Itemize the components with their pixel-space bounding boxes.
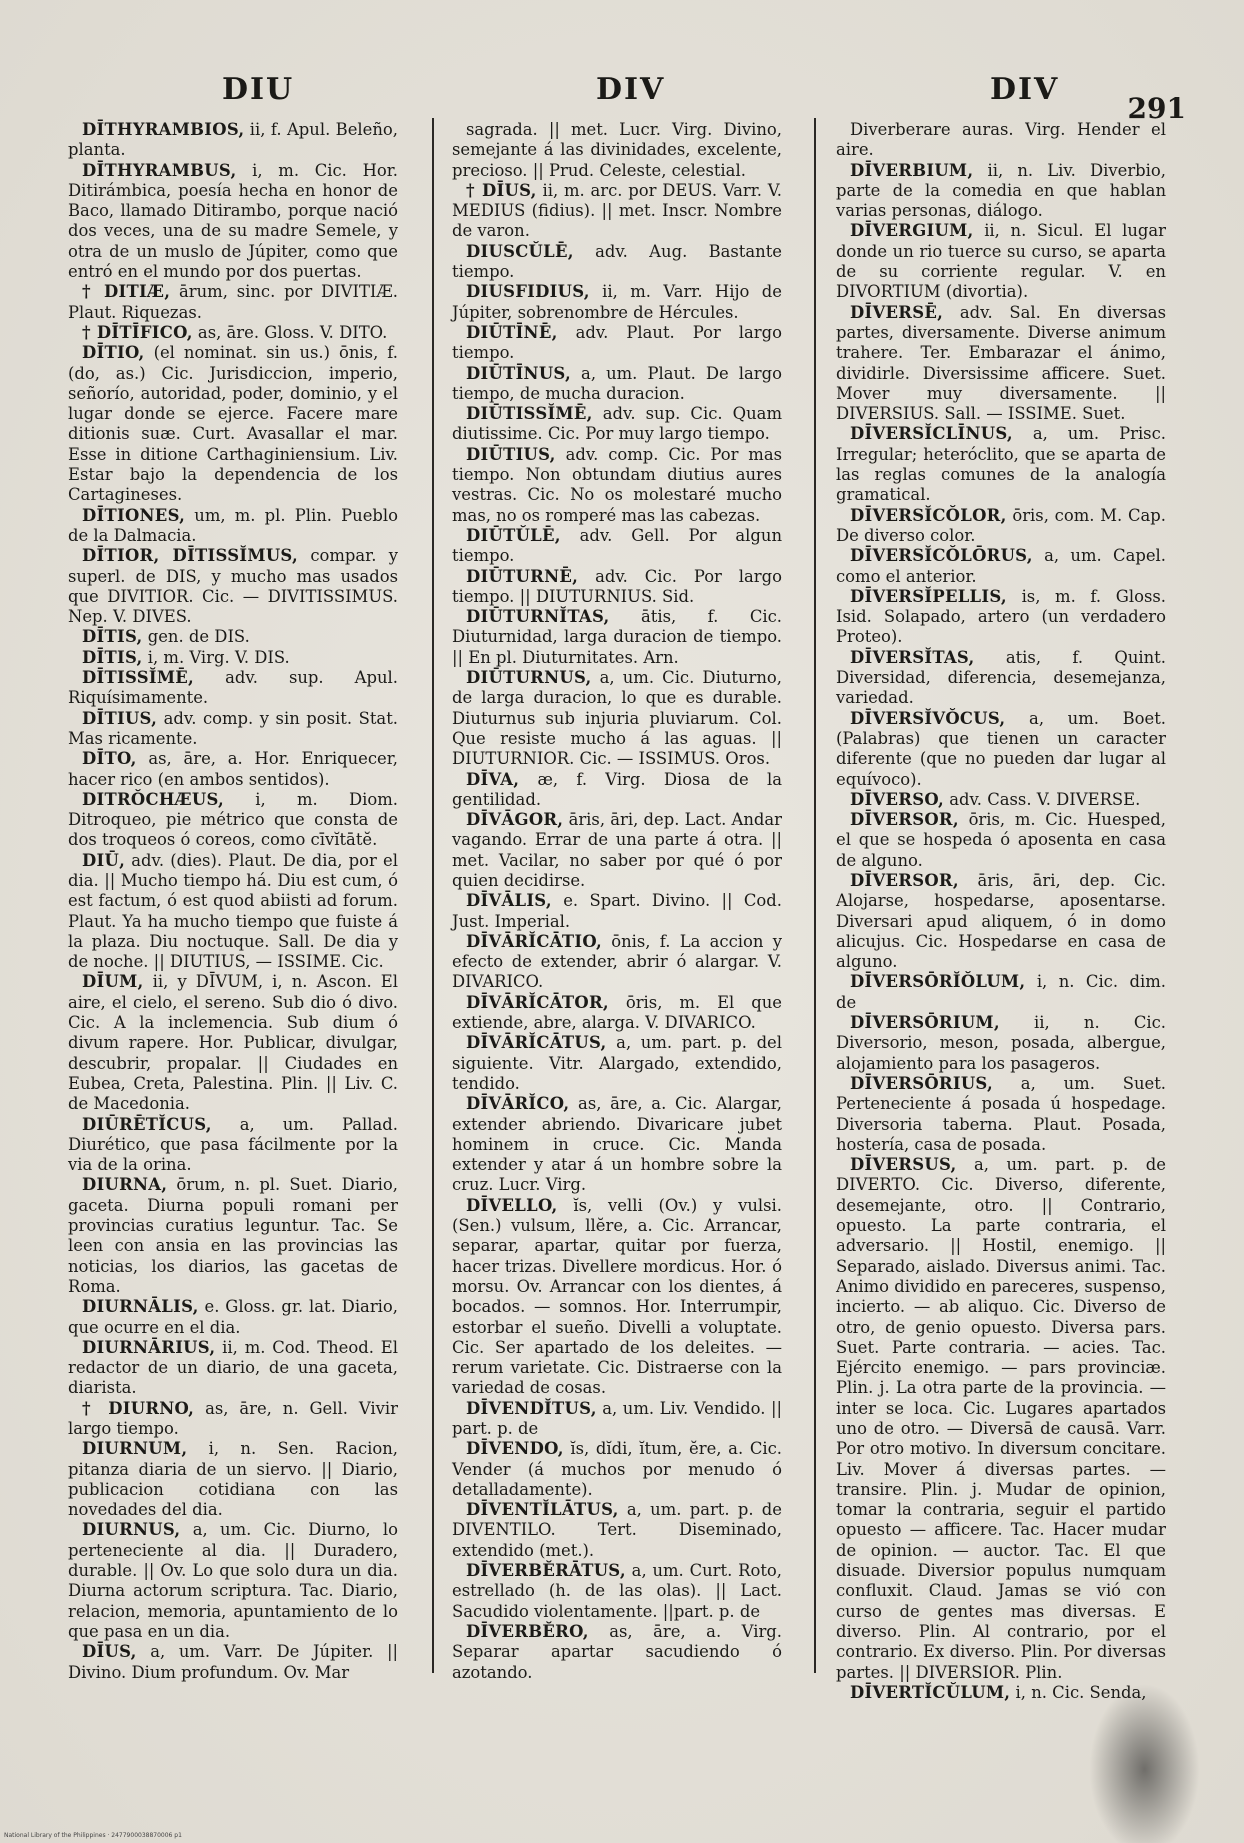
entry-headword: DIURNUM,	[82, 1439, 188, 1459]
column-3	[836, 120, 1166, 1703]
page-number: 291	[1127, 92, 1186, 125]
entry-headword: DĪVELLO,	[466, 1195, 558, 1215]
entry-headword: DĪTIUS,	[82, 708, 158, 728]
entry-definition: (el nominat. sin us.) ōnis, f. (do, as.) Cic. Jurisdiccion, imperio, señorío, autoridad, poder, dominio, y el lugar donde se ejerce. Facere mare ditionis suæ. Curt. Avasallar el mar. Esse in ditione Carthaginiensium. Liv. Estar bajo la dependencia de los Cartagineses.	[68, 343, 398, 505]
entry-definition: i, n. Cic. Senda,	[1015, 1682, 1147, 1702]
entry-headword: DĪVERTĬCŬLUM,	[850, 1682, 1011, 1702]
dictionary-entry	[452, 567, 782, 608]
dictionary-entry	[452, 770, 782, 811]
dictionary-entry	[452, 1561, 782, 1622]
entry-definition: as, āre, a. Hor. Enriquecer, hacer rico (en ambos sentidos).	[68, 749, 399, 789]
entry-headword: DĪVERSĬTAS,	[850, 647, 975, 667]
entry-definition: ĭs, dĭdi, ĭtum, ĕre, a. Cic. Vender (á muchos por menudo ó detalladamente).	[452, 1439, 782, 1499]
entry-headword: DĪVERSUS,	[850, 1155, 957, 1175]
entry-headword: DĪVENTĬLĀTUS,	[466, 1500, 619, 1520]
entry-headword: DĪTIONES,	[82, 505, 186, 525]
entry-headword: DĪTIS,	[82, 627, 143, 647]
entry-definition: as, āre, a. Cic. Alargar, extender abriendo. Divaricare jubet hominem in cruce. Cic. Manda extender y atar á un hombre sobre la cruz. Lucr. Virg.	[452, 1094, 782, 1195]
dictionary-entry	[68, 648, 398, 668]
dictionary-entry	[68, 1297, 398, 1338]
dictionary-entry	[452, 993, 782, 1034]
entry-definition: a, um. part. p. de DIVENTILO. Tert. Diseminado, extendido (met.).	[452, 1500, 782, 1560]
entry-headword: † DĪTĪFICO,	[82, 322, 193, 342]
entry-headword: DĪVĀRĬCĀTOR,	[466, 992, 609, 1012]
entry-headword: DĪVERSŌRĬŎLUM,	[850, 972, 1026, 992]
entry-definition: ii, y DĪVUM, i, n. Ascon. El aire, el cielo, el sereno. Sub dio ó divo. Cic. A la inclemencia. Sub dium ó divum rapere. Hor. Publicar, divulgar, descubrir, propalar. || Ciudades en Eubea, Creta, Palestina. Plin. || Liv. C. de Macedonia.	[68, 972, 398, 1114]
entry-headword: DIŪTŬLĒ,	[466, 525, 561, 545]
entry-headword: DĪVERBIUM,	[850, 160, 974, 180]
entry-headword: DĪVERSĬPELLIS,	[850, 586, 1007, 606]
dictionary-entry	[452, 323, 782, 364]
entry-headword: DĪVERBĔRĀTUS,	[466, 1561, 626, 1581]
entry-definition: e. Spart. Divino. || Cod. Just. Imperial.	[452, 891, 782, 931]
entry-definition: a, um. Varr. De Júpiter. || Divino. Dium profundum. Ov. Mar	[68, 1642, 398, 1682]
running-head-right: DIV	[990, 72, 1060, 107]
entry-headword: DĪUS,	[82, 1642, 137, 1662]
dictionary-entry	[452, 1094, 782, 1195]
entry-definition: ii, m. Cod. Theod. El redactor de un diario, de una gaceta, diarista.	[68, 1337, 398, 1398]
entry-headword: DĪVERSĒ,	[850, 302, 944, 322]
entry-definition: adv. sup. Cic. Quam diutissime. Cic. Por muy largo tiempo.	[452, 404, 782, 444]
dictionary-entry	[836, 972, 1166, 1013]
entry-definition: āris, āri, dep. Lact. Andar vagando. Errar de una parte á otra. || met. Vacilar, no saber por qué ó por quien decidirse.	[452, 810, 783, 890]
dictionary-entry	[836, 161, 1166, 222]
entry-headword: DĪVERSOR,	[850, 810, 959, 830]
dictionary-entry	[452, 1033, 782, 1094]
entry-headword: DIŪTURNUS,	[466, 668, 592, 688]
entry-definition: Diverberare auras. Virg. Hender el aire.	[836, 120, 1166, 160]
dictionary-entry	[452, 1439, 782, 1500]
entry-headword: DIURNA,	[82, 1175, 168, 1195]
entry-headword: DIŪRĒTĬCUS,	[82, 1114, 212, 1134]
entry-definition: adv. (dies). Plaut. De dia, por el dia. || Mucho tiempo há. Diu est cum, ó est factum, ó est quod abiisti ad forum. Plaut. Ya ha mucho tiempo que fuiste á la plaza. Diu noctuque. Sall. De dia y de noche. || DIUTIUS, — ISSIME. Cic.	[68, 850, 398, 972]
entry-definition: ōnis, f. La accion y efecto de extender, abrir ó alargar. V. DIVARICO.	[452, 931, 782, 992]
column-rule-left	[432, 118, 434, 1673]
entry-headword: † DĪUS,	[466, 180, 537, 200]
entry-definition: a, um. Plaut. De largo tiempo, de mucha duracion.	[452, 363, 782, 403]
entry-headword: DĪTO,	[82, 749, 137, 769]
dictionary-entry	[452, 404, 782, 445]
entry-definition: compar. y superl. de DIS, y mucho mas usados que DIVITIOR. Cic. — DIVITISSIMUS. Nep. V. DIVES.	[68, 546, 398, 627]
entry-definition: adv. Cass. V. DIVERSE.	[949, 789, 1141, 809]
dictionary-entry	[452, 120, 782, 181]
entry-definition: ōrum, n. pl. Suet. Diario, gaceta. Diurna populi romani per provincias curatius leguntur. Tac. Se leen con ansia en las provincias las noticias, los diarios, las gacetas de Roma.	[68, 1175, 398, 1296]
dictionary-entry	[836, 1074, 1166, 1155]
dictionary-entry	[836, 303, 1166, 425]
entry-headword: DĪVĀRĬCO,	[466, 1094, 570, 1114]
dictionary-entry	[452, 1399, 782, 1440]
dictionary-entry	[836, 546, 1166, 587]
dictionary-entry	[836, 1155, 1166, 1683]
entry-definition: adv. Aug. Bastante tiempo.	[452, 241, 783, 282]
dictionary-entry	[452, 1196, 782, 1399]
entry-headword: † DIURNO,	[82, 1398, 195, 1418]
running-head-center: DIV	[596, 72, 666, 107]
entry-headword: DĪVENDO,	[466, 1439, 564, 1459]
entry-headword: DIŪTISSĬMĒ,	[466, 404, 593, 424]
dictionary-entry	[836, 790, 1166, 810]
entry-definition: adv. Cic. Por largo tiempo. || DIUTURNIUS. Sid.	[452, 566, 782, 606]
entry-definition: a, um. Boet. (Palabras) que tienen un caracter diferente (que no pueden dar lugar al equívoco).	[836, 708, 1166, 789]
entry-definition: ii, m. arc. por DEUS. Varr. V. MEDIUS (fidius). || met. Inscr. Nombre de varon.	[452, 180, 782, 241]
entry-headword: DITRŎCHÆUS,	[82, 789, 225, 809]
entry-definition: a, um. Curt. Roto, estrellado (h. de las olas). || Lact. Sacudido violentamente. ||part. p. de	[452, 1561, 782, 1621]
entry-definition: ii, n. Sicul. El lugar donde un rio tuerce su curso, se aparta de su corriente regular. V. en DIVORTIUM (divortia).	[836, 221, 1166, 302]
entry-definition: adv. comp. y sin posit. Stat. Mas ricamente.	[68, 708, 398, 748]
dictionary-entry	[836, 810, 1166, 871]
dictionary-entry	[452, 282, 782, 323]
entry-definition: ātis, f. Cic. Diuturnidad, larga duracion de tiempo. || En pl. Diuturnitates. Arn.	[452, 607, 782, 667]
entry-headword: DĪUM,	[82, 972, 144, 992]
dictionary-entry	[68, 120, 398, 161]
dictionary-entry	[452, 445, 782, 526]
entry-definition: adv. sup. Apul. Riquísimamente.	[68, 668, 398, 708]
entry-definition: ii, f. Apul. Beleño, planta.	[68, 120, 398, 160]
dictionary-entry	[452, 1622, 782, 1683]
entry-headword: DĪTISSĬMĒ,	[82, 668, 195, 688]
entry-definition: i, m. Diom. Ditroqueo, pie métrico que consta de dos troqueos ó coreos, como cīvĭtātĕ.	[68, 789, 398, 850]
entry-definition: ōris, m. El que extiende, abre, alarga. V. DIVARICO.	[452, 992, 782, 1033]
dictionary-entry	[68, 972, 398, 1114]
dictionary-entry	[68, 282, 398, 323]
entry-headword: DĪVERSĬCŎLOR,	[850, 505, 1007, 525]
entry-definition: æ, f. Virg. Diosa de la gentilidad.	[452, 769, 782, 809]
entry-definition: a, um. Pallad. Diurético, que pasa fácilmente por la via de la orina.	[68, 1114, 399, 1175]
dictionary-entry	[68, 627, 398, 647]
entry-definition: a, um. Capel. como el anterior.	[836, 546, 1166, 586]
entry-headword: DĪVA,	[466, 769, 520, 789]
entry-headword: DIURNUS,	[82, 1520, 181, 1540]
entry-definition: i, n. Cic. dim. de	[836, 972, 1166, 1012]
entry-headword: DĪVĀGOR,	[466, 810, 564, 830]
dictionary-entry	[836, 120, 1166, 161]
entry-definition: as, āre. Gloss. V. DITO.	[197, 322, 388, 342]
entry-definition: a, um. Cic. Diuturno, de larga duracion, lo que es durable. Diuturnus sub injuria pluviarum. Col. Que resiste mucho á las aguas. || DIUTURNIOR. Cic. — ISSIMUS. Oros.	[452, 668, 782, 769]
entry-definition: ii, n. Cic. Diversorio, meson, posada, albergue, alojamiento para los pasageros.	[836, 1013, 1166, 1073]
entry-definition: adv. Gell. Por algun tiempo.	[452, 525, 782, 566]
entry-headword: DĪVERSĬCLĪNUS,	[850, 424, 1013, 444]
dictionary-entry	[452, 364, 782, 405]
entry-definition: a, um. part. p. de DIVERTO. Cic. Diverso, diferente, desemejante, otro. || Contrario, opuesto. La parte contraria, el adversario. || Hostil, enemigo. || Separado, aislado. Diversus animi. Tac. Animo dividido en pareceres, suspenso, incierto. — ab aliquo. Cic. Diverso de otro, de genio opuesto. Diversa pars. Suet. Parte contraria. — acies. Tac. Ejército enemigo. — pars provinciæ. Plin. j. La otra parte de la provincia. — inter se loca. Cic. Lugares apartados uno de otro. — Diversā de causā. Varr. Por otro motivo. In diversum concitare. Liv. Mover á diversas partes. — transire. Plin. j. Mudar de opinion, tomar la contraria, seguir el partido opuesto — afficere. Tac. Hacer mudar de opinion. — auctor. Tac. El que disuade. Diversior populus numquam confluxit. Claud. Jamas se vió con curso de gentes mas diversas. E diverso. Plin. Al contrario, por el contrario. Ex diverso. Plin. Por diversas partes. || DIVERSIOR. Plin.	[836, 1155, 1166, 1682]
entry-headword: DĪVERSOR,	[850, 870, 959, 890]
entry-definition: adv. Plaut. Por largo tiempo.	[452, 322, 782, 363]
entry-headword: DĪVERBĔRO,	[466, 1621, 589, 1641]
dictionary-entry	[836, 424, 1166, 505]
entry-definition: ĭs, velli (Ov.) y vulsi. (Sen.) vulsum, llĕre, a. Cic. Arrancar, separar, apartar, quitar por fuerza, hacer trizas. Divellere mordicus. Hor. ó morsu. Ov. Arrancar con los dientes, á bocados. — somnos. Hor. Interrumpir, estorbar el sueño. Divelli a voluptate. Cic. Ser apartado de los deleites. — rerum varietate. Cic. Distraerse con la variedad de cosas.	[452, 1195, 782, 1398]
entry-definition: ii, n. Liv. Diverbio, parte de la comedia en que hablan varias personas, diálogo.	[836, 160, 1166, 221]
dictionary-entry	[836, 871, 1166, 972]
entry-definition: a, um. part. p. del siguiente. Vitr. Alargado, extendido, tendido.	[452, 1033, 782, 1093]
entry-headword: DĪVERSŌRIUS,	[850, 1073, 993, 1093]
entry-headword: DĪTIOR, DĪTISSĬMUS,	[82, 546, 298, 566]
entry-headword: DĪTIO,	[82, 343, 145, 363]
entry-headword: DIŪTURNĒ,	[466, 566, 579, 586]
dictionary-entry	[452, 668, 782, 769]
entry-definition: um, m. pl. Plin. Pueblo de la Dalmacia.	[68, 505, 398, 545]
dictionary-entry	[68, 546, 398, 627]
entry-headword: DĪVENDĬTUS,	[466, 1398, 597, 1418]
entry-headword: DĪVĀLIS,	[466, 891, 552, 911]
entry-definition: as, āre, a. Virg. Separar apartar sacudiendo ó azotando.	[452, 1621, 782, 1682]
dictionary-entry	[68, 1642, 398, 1683]
column-1	[68, 120, 398, 1683]
entry-headword: DIŪTURNĬTAS,	[466, 607, 610, 627]
dictionary-entry	[452, 810, 782, 891]
dictionary-entry	[836, 648, 1166, 709]
dictionary-entry	[68, 1115, 398, 1176]
column-2	[452, 120, 782, 1683]
dictionary-entry	[836, 221, 1166, 302]
dictionary-entry	[68, 1399, 398, 1440]
entry-definition: a, um. Prisc. Irregular; heteróclito, que se aparta de las reglas comunes de la analogía gramatical.	[836, 424, 1166, 505]
scan-footer: National Library of the Philippines · 2477900038870006 p1	[4, 1832, 182, 1839]
entry-headword: DIŪTIUS,	[466, 444, 556, 464]
entry-headword: DĪTIS,	[82, 647, 143, 667]
dictionary-entry	[68, 851, 398, 973]
entry-definition: adv. comp. Cic. Por mas tiempo. Non obtundam diutius aures vestras. Cic. No os molestaré mucho mas, no os romperé mas las cabezas.	[452, 444, 782, 525]
entry-definition: as, āre, n. Gell. Vivir largo tiempo.	[68, 1398, 398, 1438]
entry-definition: i, n. Sen. Racion, pitanza diaria de un siervo. || Diario, publicacion cotidiana con las novedades del dia.	[68, 1439, 398, 1520]
dictionary-entry	[836, 1013, 1166, 1074]
entry-definition: ōris, m. Cic. Huesped, el que se hospeda ó aposenta en casa de alguno.	[836, 810, 1166, 870]
dictionary-entry	[836, 587, 1166, 648]
dictionary-entry	[452, 242, 782, 283]
dictionary-entry	[68, 161, 398, 283]
dictionary-entry	[68, 323, 398, 343]
entry-headword: DĪVERSO,	[850, 789, 944, 809]
entry-definition: i, m. Cic. Hor. Ditirámbica, poesía hecha en honor de Baco, llamado Ditirambo, porque nació dos veces, una de su madre Semele, y otra de un muslo de Júpiter, como que entró en el mundo por dos puertas.	[68, 160, 398, 282]
entry-headword: DIUSFIDIUS,	[466, 282, 590, 302]
dictionary-entry	[68, 1520, 398, 1642]
dictionary-entry	[68, 709, 398, 750]
entry-definition: atis, f. Quint. Diversidad, diferencia, desemejanza, variedad.	[836, 647, 1166, 708]
entry-definition: ii, m. Varr. Hijo de Júpiter, sobrenombre de Hércules.	[452, 282, 782, 322]
entry-headword: DIŪTĪNUS,	[466, 363, 571, 383]
entry-definition: adv. Sal. En diversas partes, diversamente. Diverse animum trahere. Ter. Embarazar el ánimo, dividirle. Diversissime afficere. Suet. Mover muy diversamente. || DIVERSIUS. Sall. — ISSIME. Suet.	[836, 302, 1166, 424]
entry-definition: e. Gloss. gr. lat. Diario, que ocurre en el dia.	[68, 1297, 398, 1337]
entry-definition: āris, āri, dep. Cic. Alojarse, hospedarse, aposentarse. Diversari apud aliquem, ó in domo alicujus. Cic. Hospedarse en casa de alguno.	[836, 870, 1166, 972]
entry-headword: DIUSCŬLĒ,	[466, 241, 574, 261]
entry-headword: DIURNĀRIUS,	[82, 1337, 216, 1357]
entry-definition: gen. de DIS.	[147, 627, 250, 647]
dictionary-entry	[452, 1500, 782, 1561]
entry-headword: DĪVERSĬVŎCUS,	[850, 708, 1006, 728]
dictionary-entry	[68, 506, 398, 547]
dictionary-entry	[68, 749, 398, 790]
entry-definition: a, um. Liv. Vendido. || part. p. de	[452, 1398, 782, 1438]
dictionary-entry	[68, 668, 398, 709]
entry-definition: i, m. Virg. V. DIS.	[147, 647, 290, 667]
entry-definition: ārum, sinc. por DIVITIÆ. Plaut. Riquezas.	[68, 282, 398, 322]
dictionary-entry	[452, 607, 782, 668]
entry-definition: ōris, com. M. Cap. De diverso color.	[836, 505, 1166, 545]
dictionary-entry	[452, 932, 782, 993]
dictionary-entry	[68, 790, 398, 851]
entry-headword: DĪTHYRAMBIOS,	[82, 120, 245, 139]
dictionary-entry	[836, 709, 1166, 790]
entry-headword: DĪVĀRĬCĀTIO,	[466, 931, 602, 951]
entry-headword: DĪVERSĬCŎLŌRUS,	[850, 546, 1033, 566]
dictionary-entry	[452, 181, 782, 242]
entry-headword: DĪVERSŌRIUM,	[850, 1013, 1000, 1033]
dictionary-entry	[836, 1683, 1166, 1703]
running-head-left: DIU	[222, 72, 295, 107]
entry-definition: a, um. Suet. Perteneciente á posada ú hospedage. Diversoria taberna. Plaut. Posada, hostería, casa de posada.	[836, 1073, 1166, 1154]
entry-headword: DIURNĀLIS,	[82, 1297, 199, 1317]
entry-headword: † DITIÆ,	[82, 282, 171, 302]
column-rule-right	[814, 118, 816, 1673]
dictionary-entry	[68, 1439, 398, 1520]
dictionary-entry	[68, 1338, 398, 1399]
dictionary-entry	[452, 526, 782, 567]
entry-headword: DĪVERGIUM,	[850, 221, 974, 241]
entry-definition: a, um. Cic. Diurno, lo perteneciente al dia. || Duradero, durable. || Ov. Lo que solo dura un dia. Diurna actorum scriptura. Tac. Diario, relacion, memoria, apuntamiento de lo que pasa en un dia.	[68, 1520, 399, 1641]
entry-definition: is, m. f. Gloss. Isid. Solapado, artero (un verdadero Proteo).	[836, 586, 1166, 647]
entry-definition: sagrada. || met. Lucr. Virg. Divino, semejante á las divinidades, excelente, precioso. || Prud. Celeste, celestial.	[452, 120, 782, 180]
entry-headword: DĪVĀRĬCĀTUS,	[466, 1033, 607, 1053]
dictionary-entry	[68, 343, 398, 505]
entry-headword: DĪTHYRAMBUS,	[82, 160, 237, 180]
entry-headword: DIŪ,	[82, 850, 126, 870]
entry-headword: DIŪTĪNĒ,	[466, 322, 558, 342]
dictionary-entry	[452, 891, 782, 932]
dictionary-entry	[68, 1175, 398, 1297]
dictionary-entry	[836, 506, 1166, 547]
